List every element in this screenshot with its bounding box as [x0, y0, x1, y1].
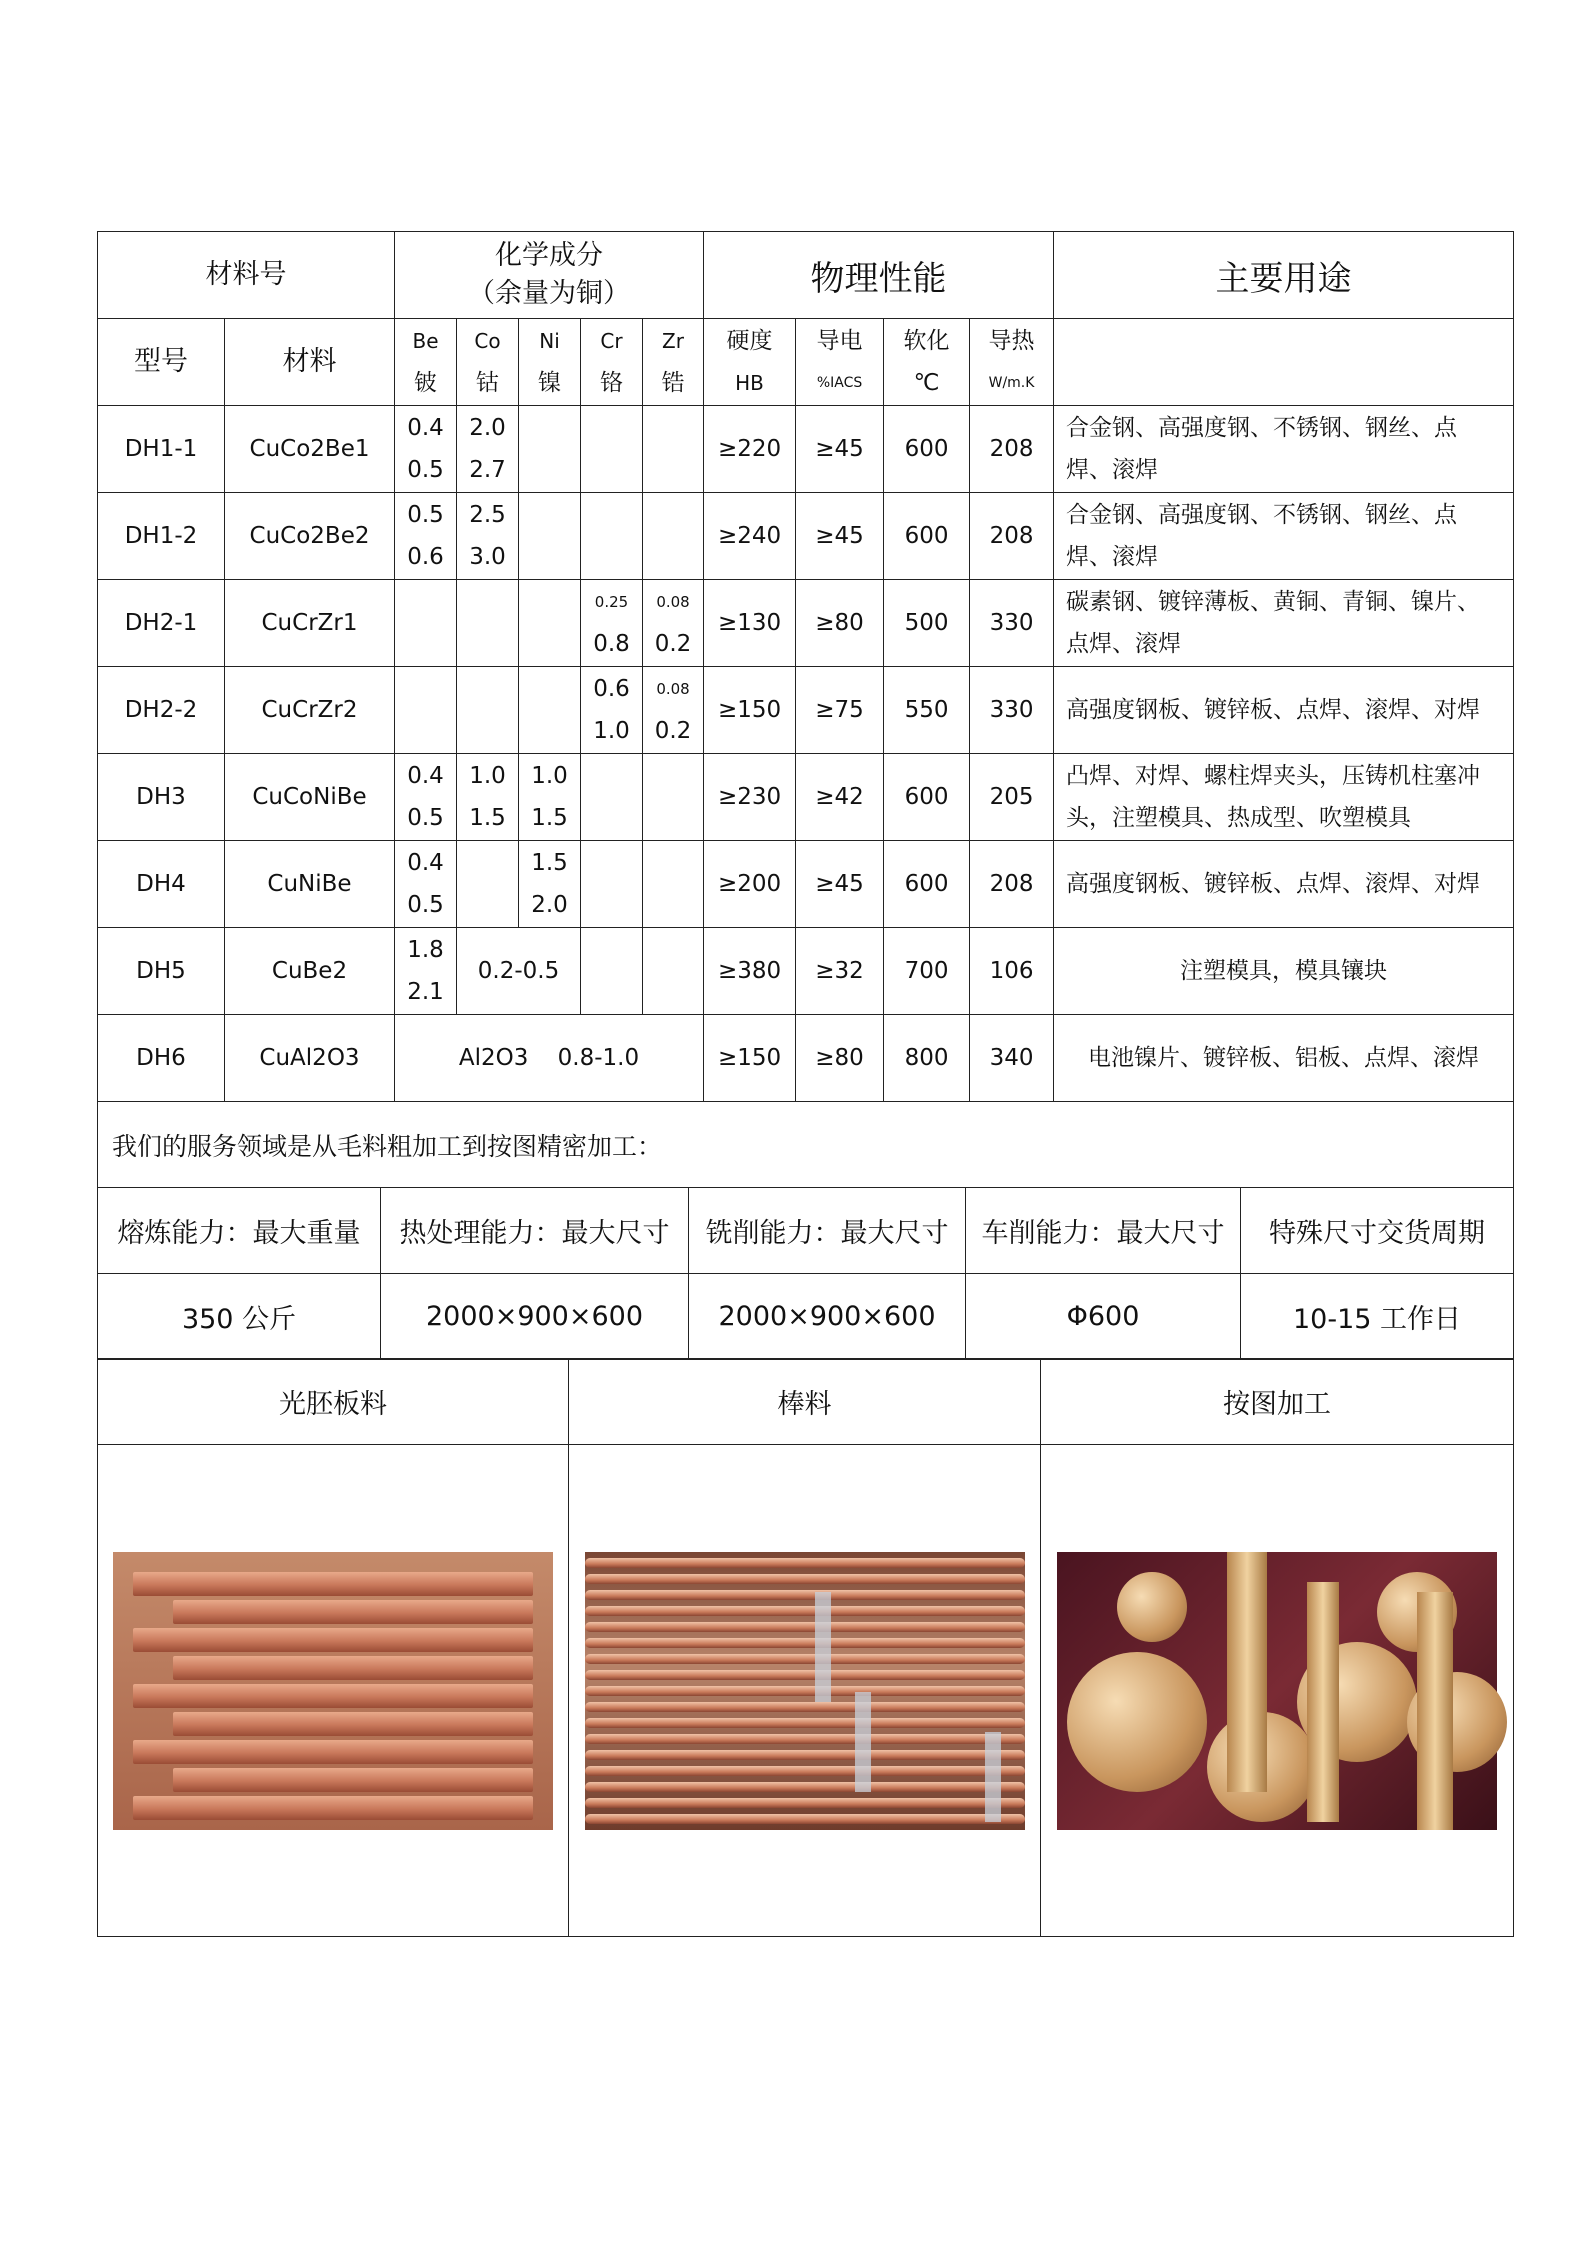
service-value: 2000×900×600 — [381, 1274, 689, 1360]
copper-rod-photo — [585, 1552, 1025, 1830]
table-row — [98, 754, 1514, 841]
table-cell-hb: ≥230 — [704, 754, 796, 841]
table-cell-material: CuNiBe — [225, 841, 395, 928]
table-cell-iacs: ≥80 — [796, 580, 884, 667]
table-cell-co — [457, 580, 519, 667]
service-value: 350 公斤 — [98, 1274, 381, 1360]
table-cell-soft: 700 — [884, 928, 970, 1015]
table-cell-iacs: ≥45 — [796, 406, 884, 493]
table-cell-material: CuCo2Be1 — [225, 406, 395, 493]
table-cell-ni — [519, 493, 581, 580]
table-cell-hb: ≥150 — [704, 1015, 796, 1102]
table-cell-model: DH2-1 — [98, 580, 225, 667]
rod-band-shape — [985, 1732, 1001, 1822]
caption-rod: 棒料 — [569, 1359, 1041, 1445]
table-cell-co — [457, 667, 519, 754]
table-cell-co — [457, 841, 519, 928]
subheader-usage-empty — [1054, 319, 1514, 406]
service-header: 熔炼能力：最大重量 — [98, 1188, 381, 1274]
table-cell-therm: 208 — [970, 406, 1054, 493]
rod-shape — [585, 1654, 1025, 1664]
service-value: 2000×900×600 — [689, 1274, 966, 1360]
rod-shape — [585, 1622, 1025, 1632]
rod-shape — [585, 1606, 1025, 1616]
service-header: 车削能力：最大尺寸 — [966, 1188, 1241, 1274]
machined-parts-photo — [1057, 1552, 1497, 1830]
table-cell-be: 0.4 0.5 — [395, 841, 457, 928]
table-cell-iacs: ≥32 — [796, 928, 884, 1015]
subheader-ni: Ni 镍 — [519, 319, 581, 406]
table-cell-ni — [519, 667, 581, 754]
table-cell-cr: 0.25 0.8 — [581, 580, 643, 667]
table-cell-iacs: ≥45 — [796, 493, 884, 580]
subheader-co: Co 钴 — [457, 319, 519, 406]
subheader-be: Be 铍 — [395, 319, 457, 406]
table-cell-material: CuBe2 — [225, 928, 395, 1015]
table-cell-cr: 0.6 1.0 — [581, 667, 643, 754]
photo-cell-rod — [569, 1445, 1041, 1937]
table-cell-zr: 0.08 0.2 — [643, 667, 704, 754]
table-cell-iacs: ≥45 — [796, 841, 884, 928]
table-cell-hb: ≥240 — [704, 493, 796, 580]
table-cell-material: CuCrZr2 — [225, 667, 395, 754]
table-cell-iacs: ≥80 — [796, 1015, 884, 1102]
subheader-zr: Zr 锆 — [643, 319, 704, 406]
rod-shape — [585, 1814, 1025, 1824]
table-cell-usage: 高强度钢板、镀锌板、点焊、滚焊、对焊 — [1054, 667, 1514, 754]
subheader-material: 材料 — [225, 319, 395, 406]
plate-shape — [133, 1796, 533, 1820]
subheader-cr: Cr 铬 — [581, 319, 643, 406]
table-cell-ni — [519, 580, 581, 667]
table-cell-material: CuCoNiBe — [225, 754, 395, 841]
table-cell-material: CuAl2O3 — [225, 1015, 395, 1102]
caption-plate: 光胚板料 — [98, 1359, 569, 1445]
rod-band-shape — [855, 1692, 871, 1792]
table-cell-material: CuCrZr1 — [225, 580, 395, 667]
table-cell-co-ni: 0.2-0.5 — [457, 928, 581, 1015]
subheader-conductivity: 导电 %IACS — [796, 319, 884, 406]
caption-machined: 按图加工 — [1041, 1359, 1514, 1445]
table-cell-model: DH1-1 — [98, 406, 225, 493]
plate-shape — [133, 1684, 533, 1708]
rod-shape — [585, 1574, 1025, 1584]
table-cell-model: DH2-2 — [98, 667, 225, 754]
plate-shape — [133, 1740, 533, 1764]
photo-cell-machined — [1041, 1445, 1514, 1937]
table-cell-zr — [643, 928, 704, 1015]
table-cell-usage: 注塑模具，模具镶块 — [1054, 928, 1514, 1015]
table-cell-therm: 208 — [970, 493, 1054, 580]
table-cell-co: 2.5 3.0 — [457, 493, 519, 580]
plate-shape — [173, 1712, 533, 1736]
table-cell-soft: 500 — [884, 580, 970, 667]
table-row — [98, 841, 1514, 928]
table-cell-model: DH4 — [98, 841, 225, 928]
rod-shape — [585, 1798, 1025, 1808]
table-cell-hb: ≥220 — [704, 406, 796, 493]
rod-shape — [585, 1734, 1025, 1744]
plate-shape — [173, 1600, 533, 1624]
rod-shape — [585, 1766, 1025, 1776]
table-cell-usage: 碳素钢、镀锌薄板、黄铜、青铜、镍片、点焊、滚焊 — [1054, 580, 1514, 667]
service-value: 10-15 工作日 — [1241, 1274, 1514, 1360]
table-cell-chem: Al2O3 0.8-1.0 — [395, 1015, 704, 1102]
table-cell-hb: ≥200 — [704, 841, 796, 928]
table-cell-therm: 340 — [970, 1015, 1054, 1102]
service-table — [97, 1101, 1514, 1360]
table-cell-material: CuCo2Be2 — [225, 493, 395, 580]
table-cell-ni — [519, 406, 581, 493]
rod-shape — [585, 1718, 1025, 1728]
header-chemistry: 化学成分 （余量为铜） — [395, 232, 704, 319]
header-physical: 物理性能 — [704, 232, 1054, 319]
table-cell-usage: 凸焊、对焊、螺柱焊夹头，压铸机柱塞冲头，注塑模具、热成型、吹塑模具 — [1054, 754, 1514, 841]
table-cell-soft: 600 — [884, 841, 970, 928]
table-cell-zr — [643, 841, 704, 928]
table-cell-usage: 高强度钢板、镀锌板、点焊、滚焊、对焊 — [1054, 841, 1514, 928]
table-row — [98, 406, 1514, 493]
copper-plate-photo — [113, 1552, 553, 1830]
table-row — [98, 493, 1514, 580]
subheader-hardness: 硬度 HB — [704, 319, 796, 406]
machined-shaft-shape — [1417, 1592, 1453, 1830]
plate-shape — [173, 1768, 533, 1792]
table-cell-be: 1.8 2.1 — [395, 928, 457, 1015]
subheader-model: 型号 — [98, 319, 225, 406]
table-cell-therm: 106 — [970, 928, 1054, 1015]
table-cell-soft: 600 — [884, 754, 970, 841]
rod-shape — [585, 1702, 1025, 1712]
plate-shape — [173, 1656, 533, 1680]
table-cell-hb: ≥130 — [704, 580, 796, 667]
table-cell-therm: 205 — [970, 754, 1054, 841]
table-cell-usage: 合金钢、高强度钢、不锈钢、钢丝、点焊、滚焊 — [1054, 406, 1514, 493]
rod-shape — [585, 1686, 1025, 1696]
table-cell-soft: 600 — [884, 493, 970, 580]
rod-shape — [585, 1558, 1025, 1568]
product-table — [97, 1358, 1514, 1937]
photo-cell-plate — [98, 1445, 569, 1937]
table-row — [98, 580, 1514, 667]
table-cell-be — [395, 580, 457, 667]
table-row — [98, 667, 1514, 754]
table-cell-model: DH1-2 — [98, 493, 225, 580]
table-cell-zr — [643, 754, 704, 841]
table-cell-soft: 800 — [884, 1015, 970, 1102]
table-cell-be: 0.5 0.6 — [395, 493, 457, 580]
table-cell-cr — [581, 406, 643, 493]
rod-shape — [585, 1782, 1025, 1792]
subheader-softening: 软化 ℃ — [884, 319, 970, 406]
table-cell-model: DH3 — [98, 754, 225, 841]
table-cell-zr — [643, 406, 704, 493]
table-cell-iacs: ≥42 — [796, 754, 884, 841]
table-cell-co: 2.0 2.7 — [457, 406, 519, 493]
service-header: 热处理能力：最大尺寸 — [381, 1188, 689, 1274]
service-header: 铣削能力：最大尺寸 — [689, 1188, 966, 1274]
table-cell-usage: 合金钢、高强度钢、不锈钢、钢丝、点焊、滚焊 — [1054, 493, 1514, 580]
table-cell-be: 0.4 0.5 — [395, 754, 457, 841]
machined-shaft-shape — [1227, 1552, 1267, 1792]
plate-shape — [133, 1572, 533, 1596]
table-cell-cr — [581, 928, 643, 1015]
table-cell-therm: 330 — [970, 580, 1054, 667]
table-cell-co: 1.0 1.5 — [457, 754, 519, 841]
rod-band-shape — [815, 1592, 831, 1702]
rod-shape — [585, 1638, 1025, 1648]
table-cell-usage: 电池镍片、镀锌板、铝板、点焊、滚焊 — [1054, 1015, 1514, 1102]
header-material-no: 材料号 — [98, 232, 395, 319]
table-cell-model: DH6 — [98, 1015, 225, 1102]
machined-part-shape — [1117, 1572, 1187, 1642]
table-cell-zr — [643, 493, 704, 580]
service-intro: 我们的服务领域是从毛料粗加工到按图精密加工： — [98, 1102, 1514, 1188]
service-value: Φ600 — [966, 1274, 1241, 1360]
machined-part-shape — [1067, 1652, 1207, 1792]
table-cell-cr — [581, 841, 643, 928]
subheader-thermal: 导热 W/m.K — [970, 319, 1054, 406]
machined-shaft-shape — [1307, 1582, 1339, 1822]
table-cell-zr: 0.08 0.2 — [643, 580, 704, 667]
table-cell-therm: 330 — [970, 667, 1054, 754]
service-header: 特殊尺寸交货周期 — [1241, 1188, 1514, 1274]
table-cell-soft: 550 — [884, 667, 970, 754]
table-cell-be — [395, 667, 457, 754]
rod-shape — [585, 1670, 1025, 1680]
rod-shape — [585, 1590, 1025, 1600]
table-cell-cr — [581, 754, 643, 841]
table-cell-hb: ≥150 — [704, 667, 796, 754]
rod-shape — [585, 1750, 1025, 1760]
table-cell-soft: 600 — [884, 406, 970, 493]
table-cell-iacs: ≥75 — [796, 667, 884, 754]
table-cell-model: DH5 — [98, 928, 225, 1015]
spec-table — [97, 231, 1514, 1102]
table-cell-ni: 1.5 2.0 — [519, 841, 581, 928]
table-cell-cr — [581, 493, 643, 580]
table-cell-hb: ≥380 — [704, 928, 796, 1015]
plate-shape — [133, 1628, 533, 1652]
table-cell-therm: 208 — [970, 841, 1054, 928]
table-cell-be: 0.4 0.5 — [395, 406, 457, 493]
table-cell-ni: 1.0 1.5 — [519, 754, 581, 841]
header-usage: 主要用途 — [1054, 232, 1514, 319]
